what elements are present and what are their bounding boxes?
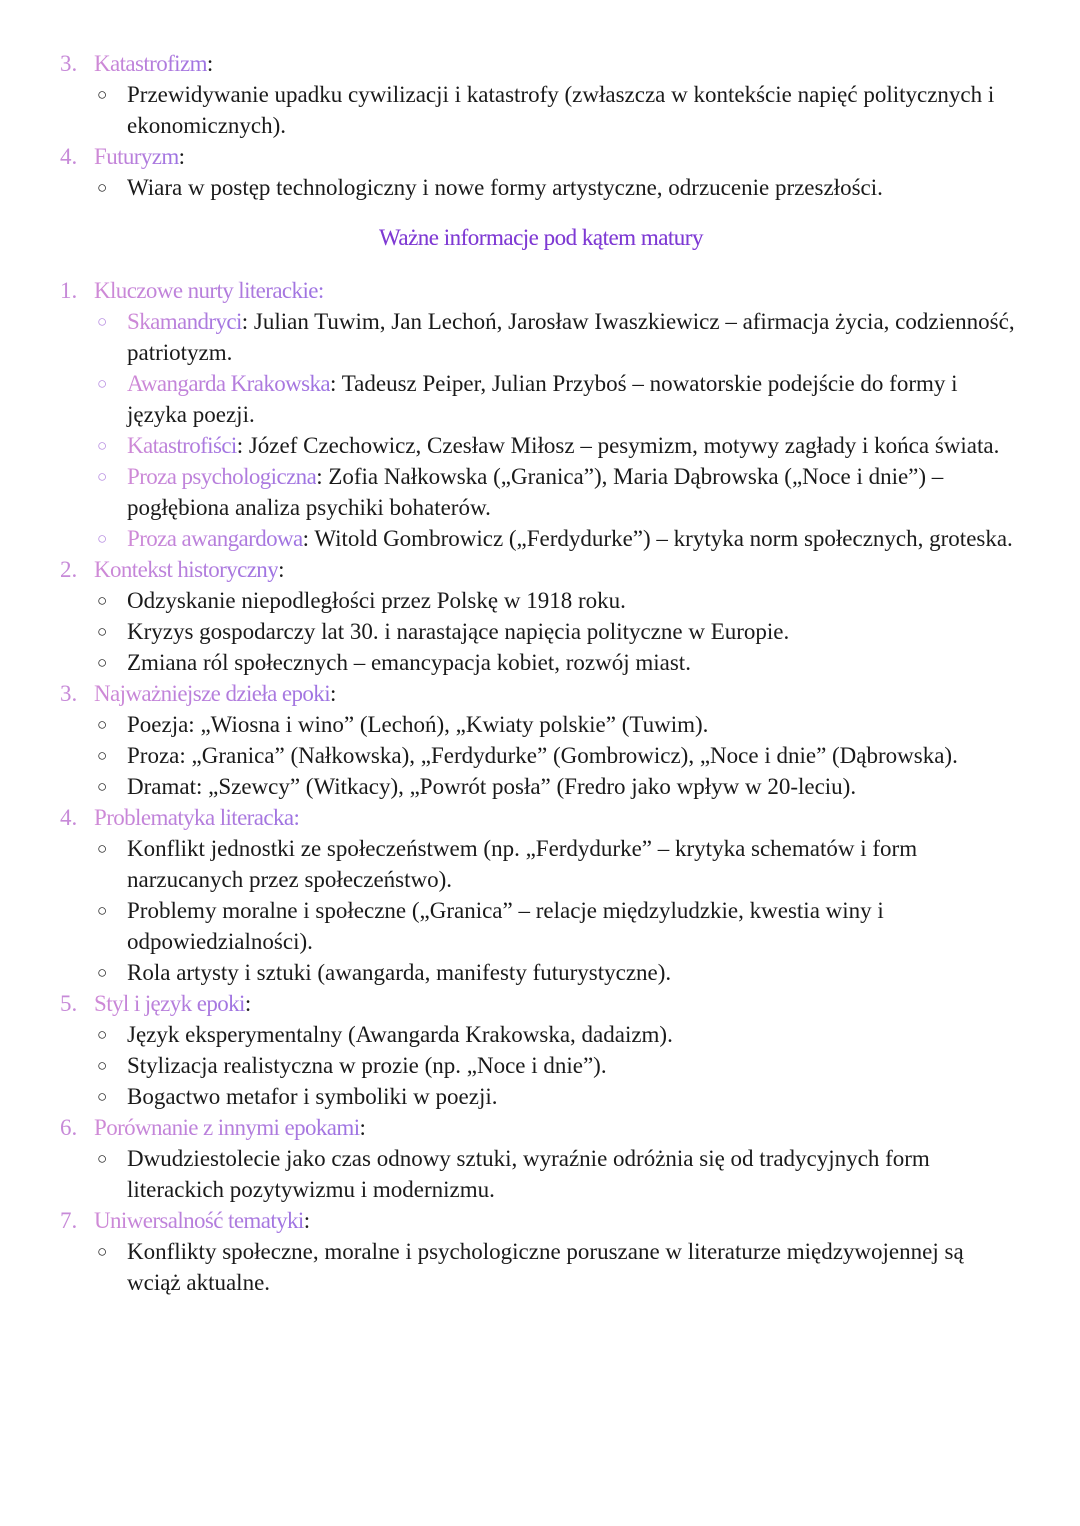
section-heading-text: Najważniejsze dzieła epoki: [94, 681, 330, 706]
bullet-item: [94, 895, 1022, 957]
bullet-item: [94, 1081, 1022, 1112]
circle-bullet-icon: ○: [97, 467, 108, 486]
circle-bullet-icon: ○: [97, 1149, 108, 1168]
numbered-section: [60, 802, 1022, 988]
circle-bullet-icon: ○: [97, 746, 108, 765]
bullet-item: [94, 709, 1022, 740]
circle-bullet-icon: ○: [97, 1242, 108, 1261]
bullet-text: Poezja: „Wiosna i wino” (Lechoń), „Kwiaty polskie” (Tuwim).: [127, 712, 709, 737]
section-number: 6.: [60, 1115, 78, 1140]
bullet-item: [94, 771, 1022, 802]
bullet-list: [94, 79, 1022, 141]
heading-colon: :: [178, 144, 185, 169]
section-heading: [94, 988, 1022, 1019]
section-number: 4.: [60, 805, 78, 830]
section-number: 3.: [60, 681, 78, 706]
numbered-section: [60, 554, 1022, 678]
bullet-item: [94, 1236, 1022, 1298]
bullet-item: [94, 306, 1022, 368]
circle-bullet-icon: ○: [97, 1025, 108, 1044]
bullet-item: [94, 1019, 1022, 1050]
bullet-list: [94, 709, 1022, 802]
bullet-text: : Witold Gombrowicz („Ferdydurke”) – krytyka norm społecznych, groteska.: [302, 526, 1013, 551]
circle-bullet-icon: ○: [97, 312, 108, 331]
heading-colon: :: [359, 1115, 366, 1140]
section-number: 3.: [60, 51, 78, 76]
bullet-list: [94, 1236, 1022, 1298]
bullet-text: Kryzys gospodarczy lat 30. i narastające napięcia polityczne w Europie.: [127, 619, 790, 644]
section-heading: [94, 275, 1022, 306]
heading-colon: :: [330, 681, 336, 706]
bullet-text: Przewidywanie upadku cywilizacji i katastrofy (zwłaszcza w kontekście napięć politycznych i ekonomicznych).: [127, 82, 995, 138]
section-heading-text: Uniwersalność tematyki: [94, 1208, 304, 1233]
section-number: 4.: [60, 144, 78, 169]
bullet-item: [94, 833, 1022, 895]
numbered-section: [60, 1112, 1022, 1205]
bullet-item: [94, 523, 1022, 554]
section-heading: [94, 141, 1022, 172]
numbered-section: [60, 1205, 1022, 1298]
bullet-text: Dwudziestolecie jako czas odnowy sztuki, wyraźnie odróżnia się od tradycyjnych form literackich pozytywizmu i modernizmu.: [127, 1146, 930, 1202]
section-heading-text: Kontekst historyczny: [94, 557, 279, 582]
section-heading-text: Futuryzm: [94, 144, 179, 169]
bullet-text: Proza: „Granica” (Nałkowska), „Ferdydurke” (Gombrowicz), „Noce i dnie” (Dąbrowska).: [127, 743, 958, 768]
heading-colon: :: [244, 991, 251, 1016]
bullet-list: [94, 1019, 1022, 1112]
bullet-text: Wiara w postęp technologiczny i nowe formy artystyczne, odrzucenie przeszłości.: [127, 175, 883, 200]
bullet-item: [94, 740, 1022, 771]
bullet-item: [94, 585, 1022, 616]
circle-bullet-icon: ○: [97, 622, 108, 641]
bullet-item: [94, 461, 1022, 523]
bullet-label: Proza psychologiczna: [127, 464, 317, 489]
numbered-section: [60, 141, 1022, 203]
bullet-label: Katastrofiści: [127, 433, 237, 458]
section-heading-text: Problematyka literacka:: [94, 805, 300, 830]
heading-colon: :: [303, 1208, 310, 1233]
circle-bullet-icon: ○: [97, 715, 108, 734]
bullet-list: [94, 306, 1022, 554]
section-heading-text: Katastrofizm: [94, 51, 207, 76]
bullet-item: [94, 430, 1022, 461]
section-heading: [94, 1205, 1022, 1236]
bullet-item: [94, 616, 1022, 647]
bullet-text: Zmiana ról społecznych – emancypacja kobiet, rozwój miast.: [127, 650, 691, 675]
bullet-text: Dramat: „Szewcy” (Witkacy), „Powrót posła” (Fredro jako wpływ w 20-leciu).: [127, 774, 857, 799]
section-number: 7.: [60, 1208, 78, 1233]
bullet-list: [94, 833, 1022, 988]
circle-bullet-icon: ○: [97, 839, 108, 858]
section-heading-text: Porównanie z innymi epokami: [94, 1115, 360, 1140]
bullet-text: Język eksperymentalny (Awangarda Krakowska, dadaizm).: [127, 1022, 673, 1047]
bullet-item: [94, 368, 1022, 430]
numbered-section: [60, 275, 1022, 554]
bullet-item: [94, 1050, 1022, 1081]
bullet-text: Problemy moralne i społeczne („Granica” – relacje międzyludzkie, kwestia winy i odpowiedzialności).: [127, 898, 884, 954]
circle-bullet-icon: ○: [97, 777, 108, 796]
bullet-list: [94, 585, 1022, 678]
bullet-text: : Julian Tuwim, Jan Lechoń, Jarosław Iwaszkiewicz – afirmacja życia, codzienność, patriotyzm.: [127, 309, 1015, 365]
numbered-section: [60, 988, 1022, 1112]
section-title: Ważne informacje pod kątem matury: [60, 222, 1022, 253]
circle-bullet-icon: ○: [97, 1087, 108, 1106]
numbered-section: [60, 678, 1022, 802]
circle-bullet-icon: ○: [97, 85, 108, 104]
bullet-text: : Zofia Nałkowska („Granica”), Maria Dąbrowska („Noce i dnie”) – pogłębiona analiza psychiki bohaterów.: [127, 464, 944, 520]
bullet-item: [94, 957, 1022, 988]
section-heading: [94, 48, 1022, 79]
bullet-text: Rola artysty i sztuki (awangarda, manifesty futurystyczne).: [127, 960, 672, 985]
section-heading-text: Styl i język epoki: [94, 991, 245, 1016]
section-heading-text: Kluczowe nurty literackie:: [94, 278, 324, 303]
bullet-list: [94, 172, 1022, 203]
bullet-label: Awangarda Krakowska: [127, 371, 330, 396]
circle-bullet-icon: ○: [97, 901, 108, 920]
circle-bullet-icon: ○: [97, 374, 108, 393]
section-number: 1.: [60, 278, 78, 303]
top-section-list: [60, 48, 1022, 203]
bullet-text: Bogactwo metafor i symboliki w poezji.: [127, 1084, 498, 1109]
bullet-item: [94, 172, 1022, 203]
bullet-item: [94, 1143, 1022, 1205]
bullet-label: Skamandryci: [127, 309, 242, 334]
section-number: 5.: [60, 991, 78, 1016]
heading-colon: :: [278, 557, 284, 582]
bullet-item: [94, 79, 1022, 141]
bullet-list: [94, 1143, 1022, 1205]
circle-bullet-icon: ○: [97, 963, 108, 982]
circle-bullet-icon: ○: [97, 178, 108, 197]
bullet-item: [94, 647, 1022, 678]
matura-section-list: [60, 275, 1022, 1298]
bullet-text: Konflikty społeczne, moralne i psychologiczne poruszane w literaturze międzywojennej są wciąż aktualne.: [127, 1239, 964, 1295]
bullet-text: Stylizacja realistyczna w prozie (np. „Noce i dnie”).: [127, 1053, 607, 1078]
circle-bullet-icon: ○: [97, 591, 108, 610]
heading-colon: :: [206, 51, 213, 76]
bullet-text: : Józef Czechowicz, Czesław Miłosz – pesymizm, motywy zagłady i końca świata.: [236, 433, 1000, 458]
section-heading: [94, 678, 1022, 709]
section-number: 2.: [60, 557, 78, 582]
bullet-text: : Tadeusz Peiper, Julian Przyboś – nowatorskie podejście do formy i języka poezji.: [127, 371, 958, 427]
circle-bullet-icon: ○: [97, 1056, 108, 1075]
section-heading: [94, 554, 1022, 585]
circle-bullet-icon: ○: [97, 436, 108, 455]
section-heading: [94, 802, 1022, 833]
circle-bullet-icon: ○: [97, 529, 108, 548]
bullet-label: Proza awangardowa: [127, 526, 303, 551]
bullet-text: Odzyskanie niepodległości przez Polskę w 1918 roku.: [127, 588, 626, 613]
bullet-text: Konflikt jednostki ze społeczeństwem (np. „Ferdydurke” – krytyka schematów i form narzucanych przez społeczeństwo).: [127, 836, 918, 892]
circle-bullet-icon: ○: [97, 653, 108, 672]
numbered-section: [60, 48, 1022, 141]
section-heading: [94, 1112, 1022, 1143]
